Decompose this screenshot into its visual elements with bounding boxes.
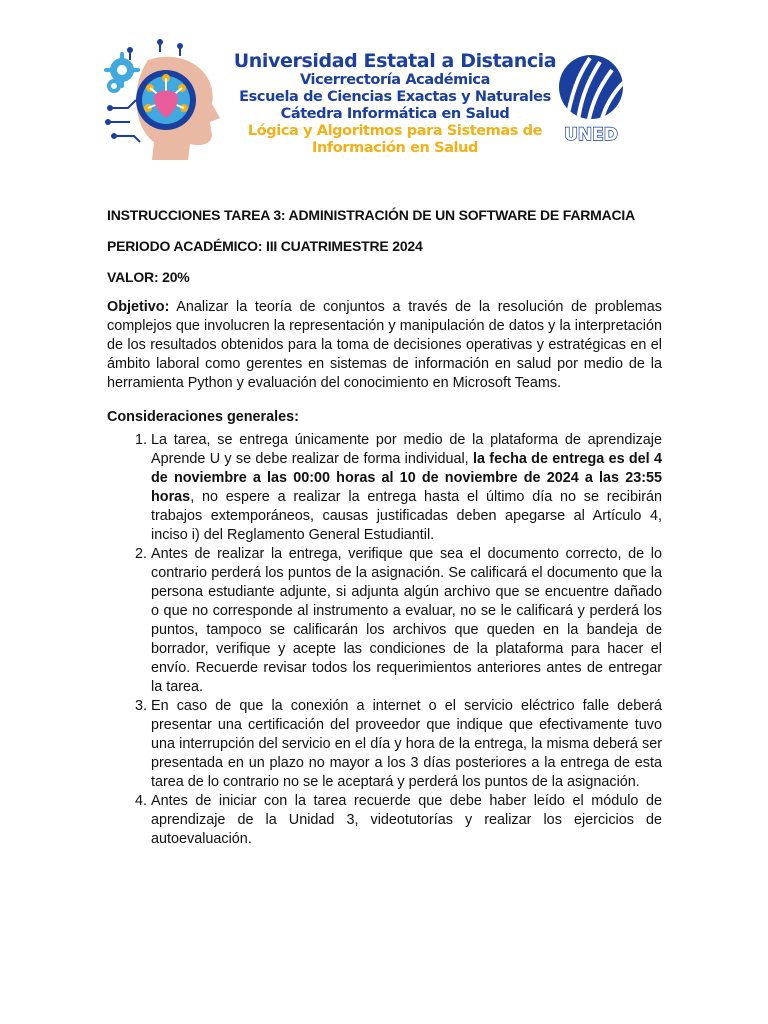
document-body [107,206,662,849]
course-name-line2: Información en Salud [311,140,479,156]
considerations-title: Consideraciones generales: [107,409,299,425]
list-item: 4. Antes de iniciar con la tarea recuerde que debe haber leído el módulo de aprendizaje de la Unidad 3, videotutorías y realizar los ejercicios de autoevaluación. [151,792,662,849]
university-name: Universidad Estatal a Distancia [233,50,557,72]
uned-logo-icon [556,54,626,146]
uned-logo-text: UNED [564,125,618,145]
assignment-value: VALOR: 20% [107,269,190,285]
instructions-title: INSTRUCCIONES TAREA 3: ADMINISTRACIÓN DE UN SOFTWARE DE FARMACIA [107,207,636,223]
list-item: 3. En caso de que la conexión a internet o el servicio eléctrico falle deberá presentar una certificación del proveedor que indique que efectivamente tuvo una interrupción del servicio en el día y hora de la entrega, la misma deberá ser presentada en un plazo no mayor a los 3 días posteriores a la entrega de esta tarea de lo contrario no se le aceptará y perderá los puntos de la asignación. [151,697,662,792]
head-brain-logo-icon [100,38,228,168]
objective-text: Analizar la teoría de conjuntos a través de la resolución de problemas complejos que involucren la representación y manipulación de datos y la interpretación de los resultados obtenidos para la toma de decisiones operativas y estratégicas en el ámbito laboral como gerentes en sistemas de información en salud por medio de la herramienta Python y evaluación del conocimiento en Microsoft Teams. [107,299,662,391]
objective-label: Objetivo: [107,299,170,315]
course-name-line1: Lógica y Algoritmos para Sistemas de [247,123,543,139]
document-header [0,0,768,180]
academic-period: PERIODO ACADÉMICO: III CUATRIMESTRE 2024 [107,238,423,254]
escuela-name: Escuela de Ciencias Exactas y Naturales [239,89,551,105]
vicerrectoria-name: Vicerrectoría Académica [299,72,491,88]
objective-paragraph [107,298,662,393]
catedra-name: Cátedra Informática en Salud [280,106,510,122]
header-titles [230,50,560,157]
considerations-list [107,431,662,849]
list-item: 1. La tarea, se entrega únicamente por medio de la plataforma de aprendizaje Aprende U y se debe realizar de forma individual, la fecha de entrega es del 4 de noviembre a las 00:00 horas al 10 de noviembre de 2024 a las 23:55 horas, no espere a realizar la entrega hasta el último día no se recibirán trabajos extemporáneos, causas justificadas deben apegarse al Artículo 4, inciso i) del Reglamento General Estudiantil. [151,431,662,545]
list-item: 2. Antes de realizar la entrega, verifique que sea el documento correcto, de lo contrario perderá los puntos de la asignación. Se calificará el documento que la persona estudiante adjunte, si adjunta algún archivo que se encuentre dañado o que no corresponde al instrumento a evaluar, no se le calificará y perderá los puntos, tampoco se calificarán los archivos que queden en la bandeja de borrador, verifique y acepte las condiciones de la plataforma para hacer el envío. Recuerde revisar todos los requerimientos anteriores antes de entregar la tarea. [151,545,662,697]
due-date-text: la fecha de entrega es del 4 de noviembre a las 00:00 horas al 10 de noviembre de 2024 a las 23:55 horas [151,451,662,505]
